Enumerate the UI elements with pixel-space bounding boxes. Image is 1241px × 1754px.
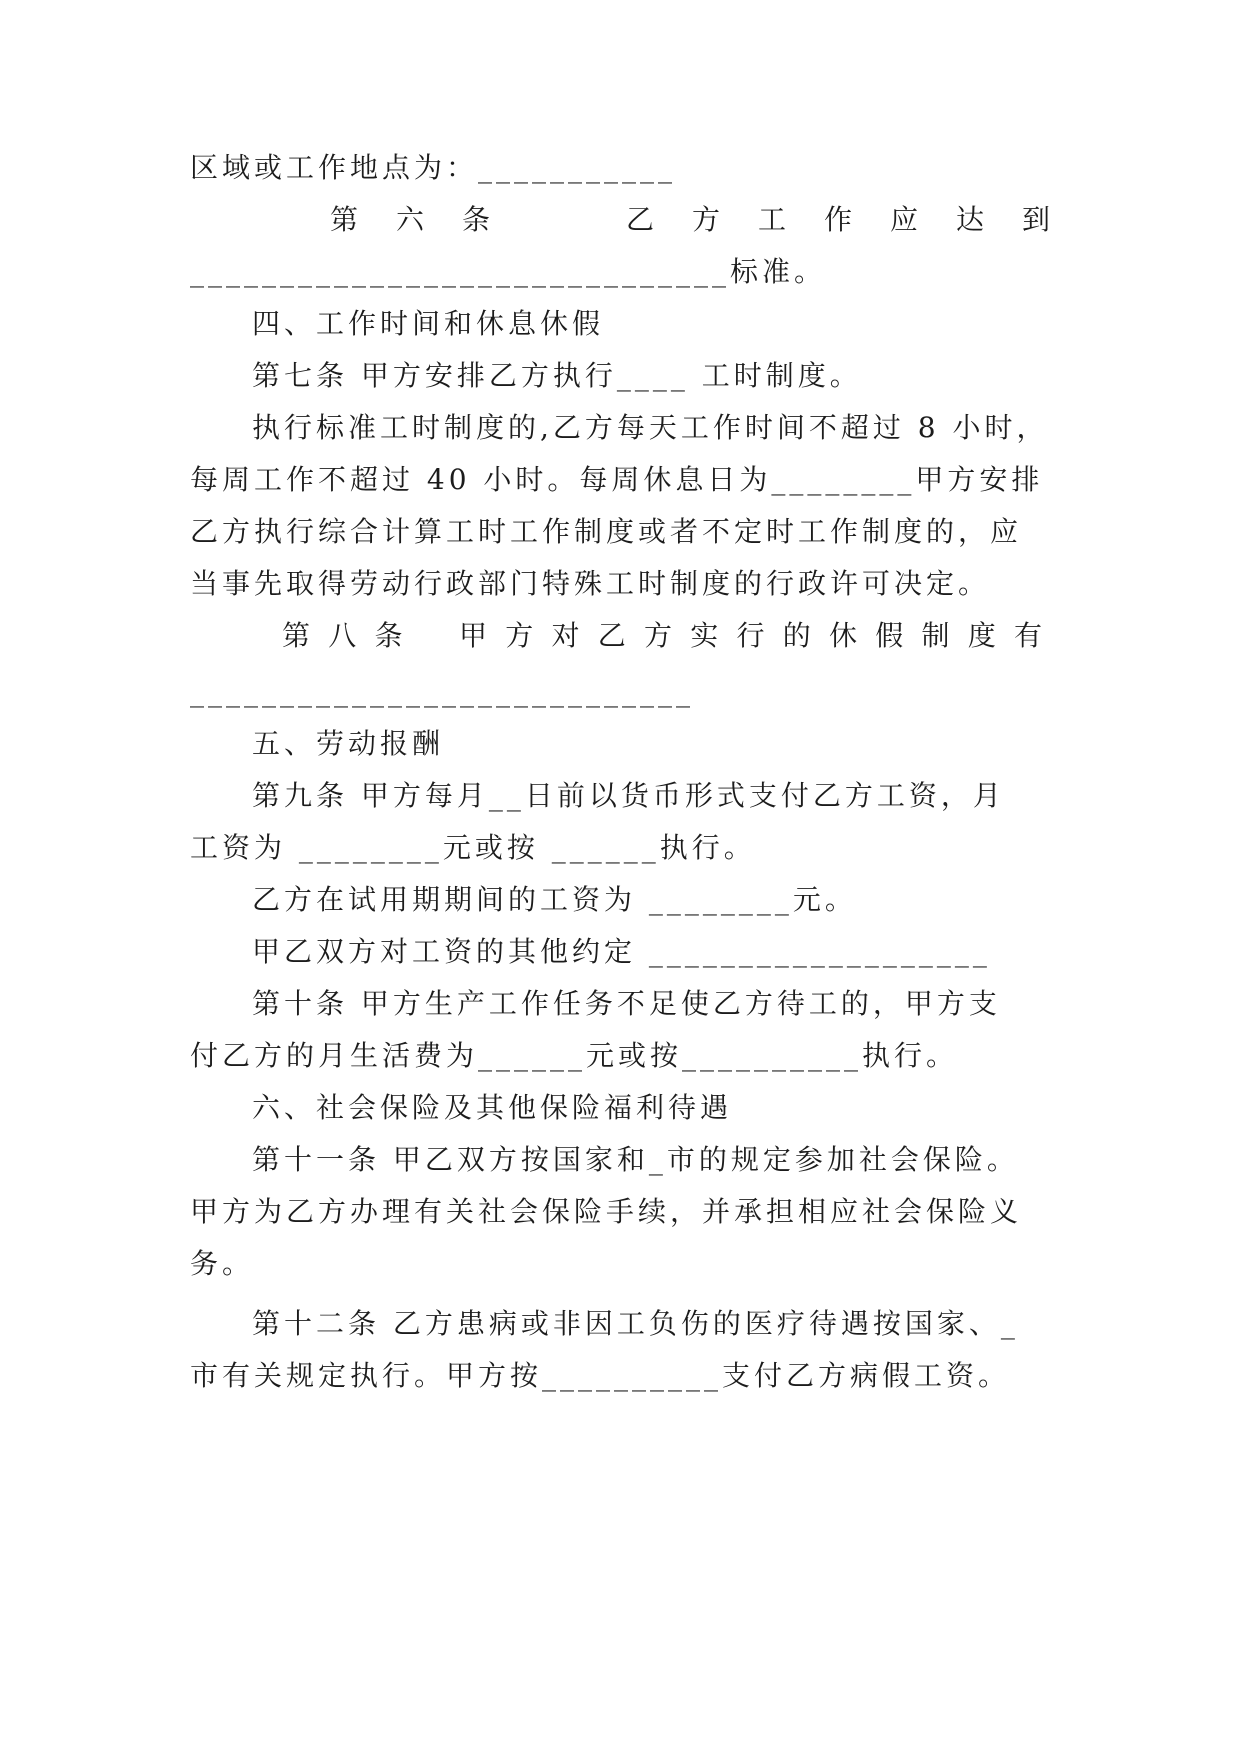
paragraph-line: 甲方为乙方办理有关社会保险手续，并承担相应社会保险义 (190, 1195, 1023, 1228)
line-leave-blank: ____________________________ (190, 675, 694, 708)
article-6-char: 条 (462, 203, 491, 236)
article-11: 第十一条 甲乙双方按国家和_市的规定参加社会保险。 (252, 1143, 1019, 1176)
section-5-heading: 五、劳动报酬 (252, 727, 445, 760)
article-6-char: 应 (889, 203, 918, 236)
article-8-char: 的 (782, 619, 811, 652)
article-8-char: 第 (282, 619, 311, 652)
paragraph-line: 每周工作不超过 40 小时。每周休息日为________甲方安排 (190, 463, 1044, 496)
paragraph-line: 当事先取得劳动行政部门特殊工时制度的行政许可决定。 (190, 567, 991, 600)
article-6-char: 第 (330, 203, 359, 236)
section-4-heading: 四、工作时间和休息休假 (252, 307, 605, 340)
article-8-char: 行 (736, 619, 765, 652)
paragraph-line: 乙方执行综合计算工时工作制度或者不定时工作制度的，应 (190, 515, 1023, 548)
paragraph-line: 付乙方的月生活费为______元或按__________执行。 (190, 1039, 959, 1072)
line-work-location: 区域或工作地点为：___________ (190, 151, 677, 184)
article-8-char: 八 (328, 619, 357, 652)
article-8-char: 乙 (597, 619, 626, 652)
article-6-char: 到 (1021, 203, 1050, 236)
article-8-char: 对 (551, 619, 580, 652)
paragraph-line: 市有关规定执行。甲方按__________支付乙方病假工资。 (190, 1359, 1011, 1392)
paragraph-line: 工资为 ________元或按 ______执行。 (190, 831, 756, 864)
article-12: 第十二条 乙方患病或非因工负伤的医疗待遇按国家、_ (252, 1307, 1019, 1340)
paragraph-line: 乙方在试用期期间的工资为 ________元。 (252, 883, 857, 916)
article-9: 第九条 甲方每月__日前以货币形式支付乙方工资，月 (252, 779, 1005, 812)
article-8-char: 制 (921, 619, 950, 652)
paragraph-line: 执行标准工时制度的,乙方每天工作时间不超过 8 小时， (252, 411, 1049, 444)
paragraph-line: 甲乙双方对工资的其他约定 ___________________ (252, 935, 991, 968)
line-standard-blank: ______________________________标准。 (190, 255, 827, 288)
article-8-char: 度 (967, 619, 996, 652)
article-7: 第七条 甲方安排乙方执行____ 工时制度。 (252, 359, 862, 392)
article-6-heading (330, 200, 1050, 240)
section-6-heading: 六、社会保险及其他保险福利待遇 (252, 1091, 733, 1124)
article-6-char: 六 (396, 203, 425, 236)
article-8-char: 方 (643, 619, 672, 652)
article-8-char: 方 (505, 619, 534, 652)
article-8-char: 条 (374, 619, 403, 652)
article-6-char: 作 (823, 203, 852, 236)
article-6-char: 乙 (625, 203, 654, 236)
article-8-char: 甲 (458, 619, 487, 652)
paragraph-line: 务。 (190, 1247, 255, 1280)
article-8-char: 实 (690, 619, 719, 652)
article-6-char: 达 (955, 203, 984, 236)
article-8-char: 假 (875, 619, 904, 652)
article-6-char: 方 (691, 203, 720, 236)
article-8-char: 有 (1013, 619, 1042, 652)
article-6-char: 工 (757, 203, 786, 236)
article-8-heading (282, 616, 1042, 656)
article-8-char: 休 (828, 619, 857, 652)
article-10: 第十条 甲方生产工作任务不足使乙方待工的，甲方支 (252, 987, 1001, 1020)
